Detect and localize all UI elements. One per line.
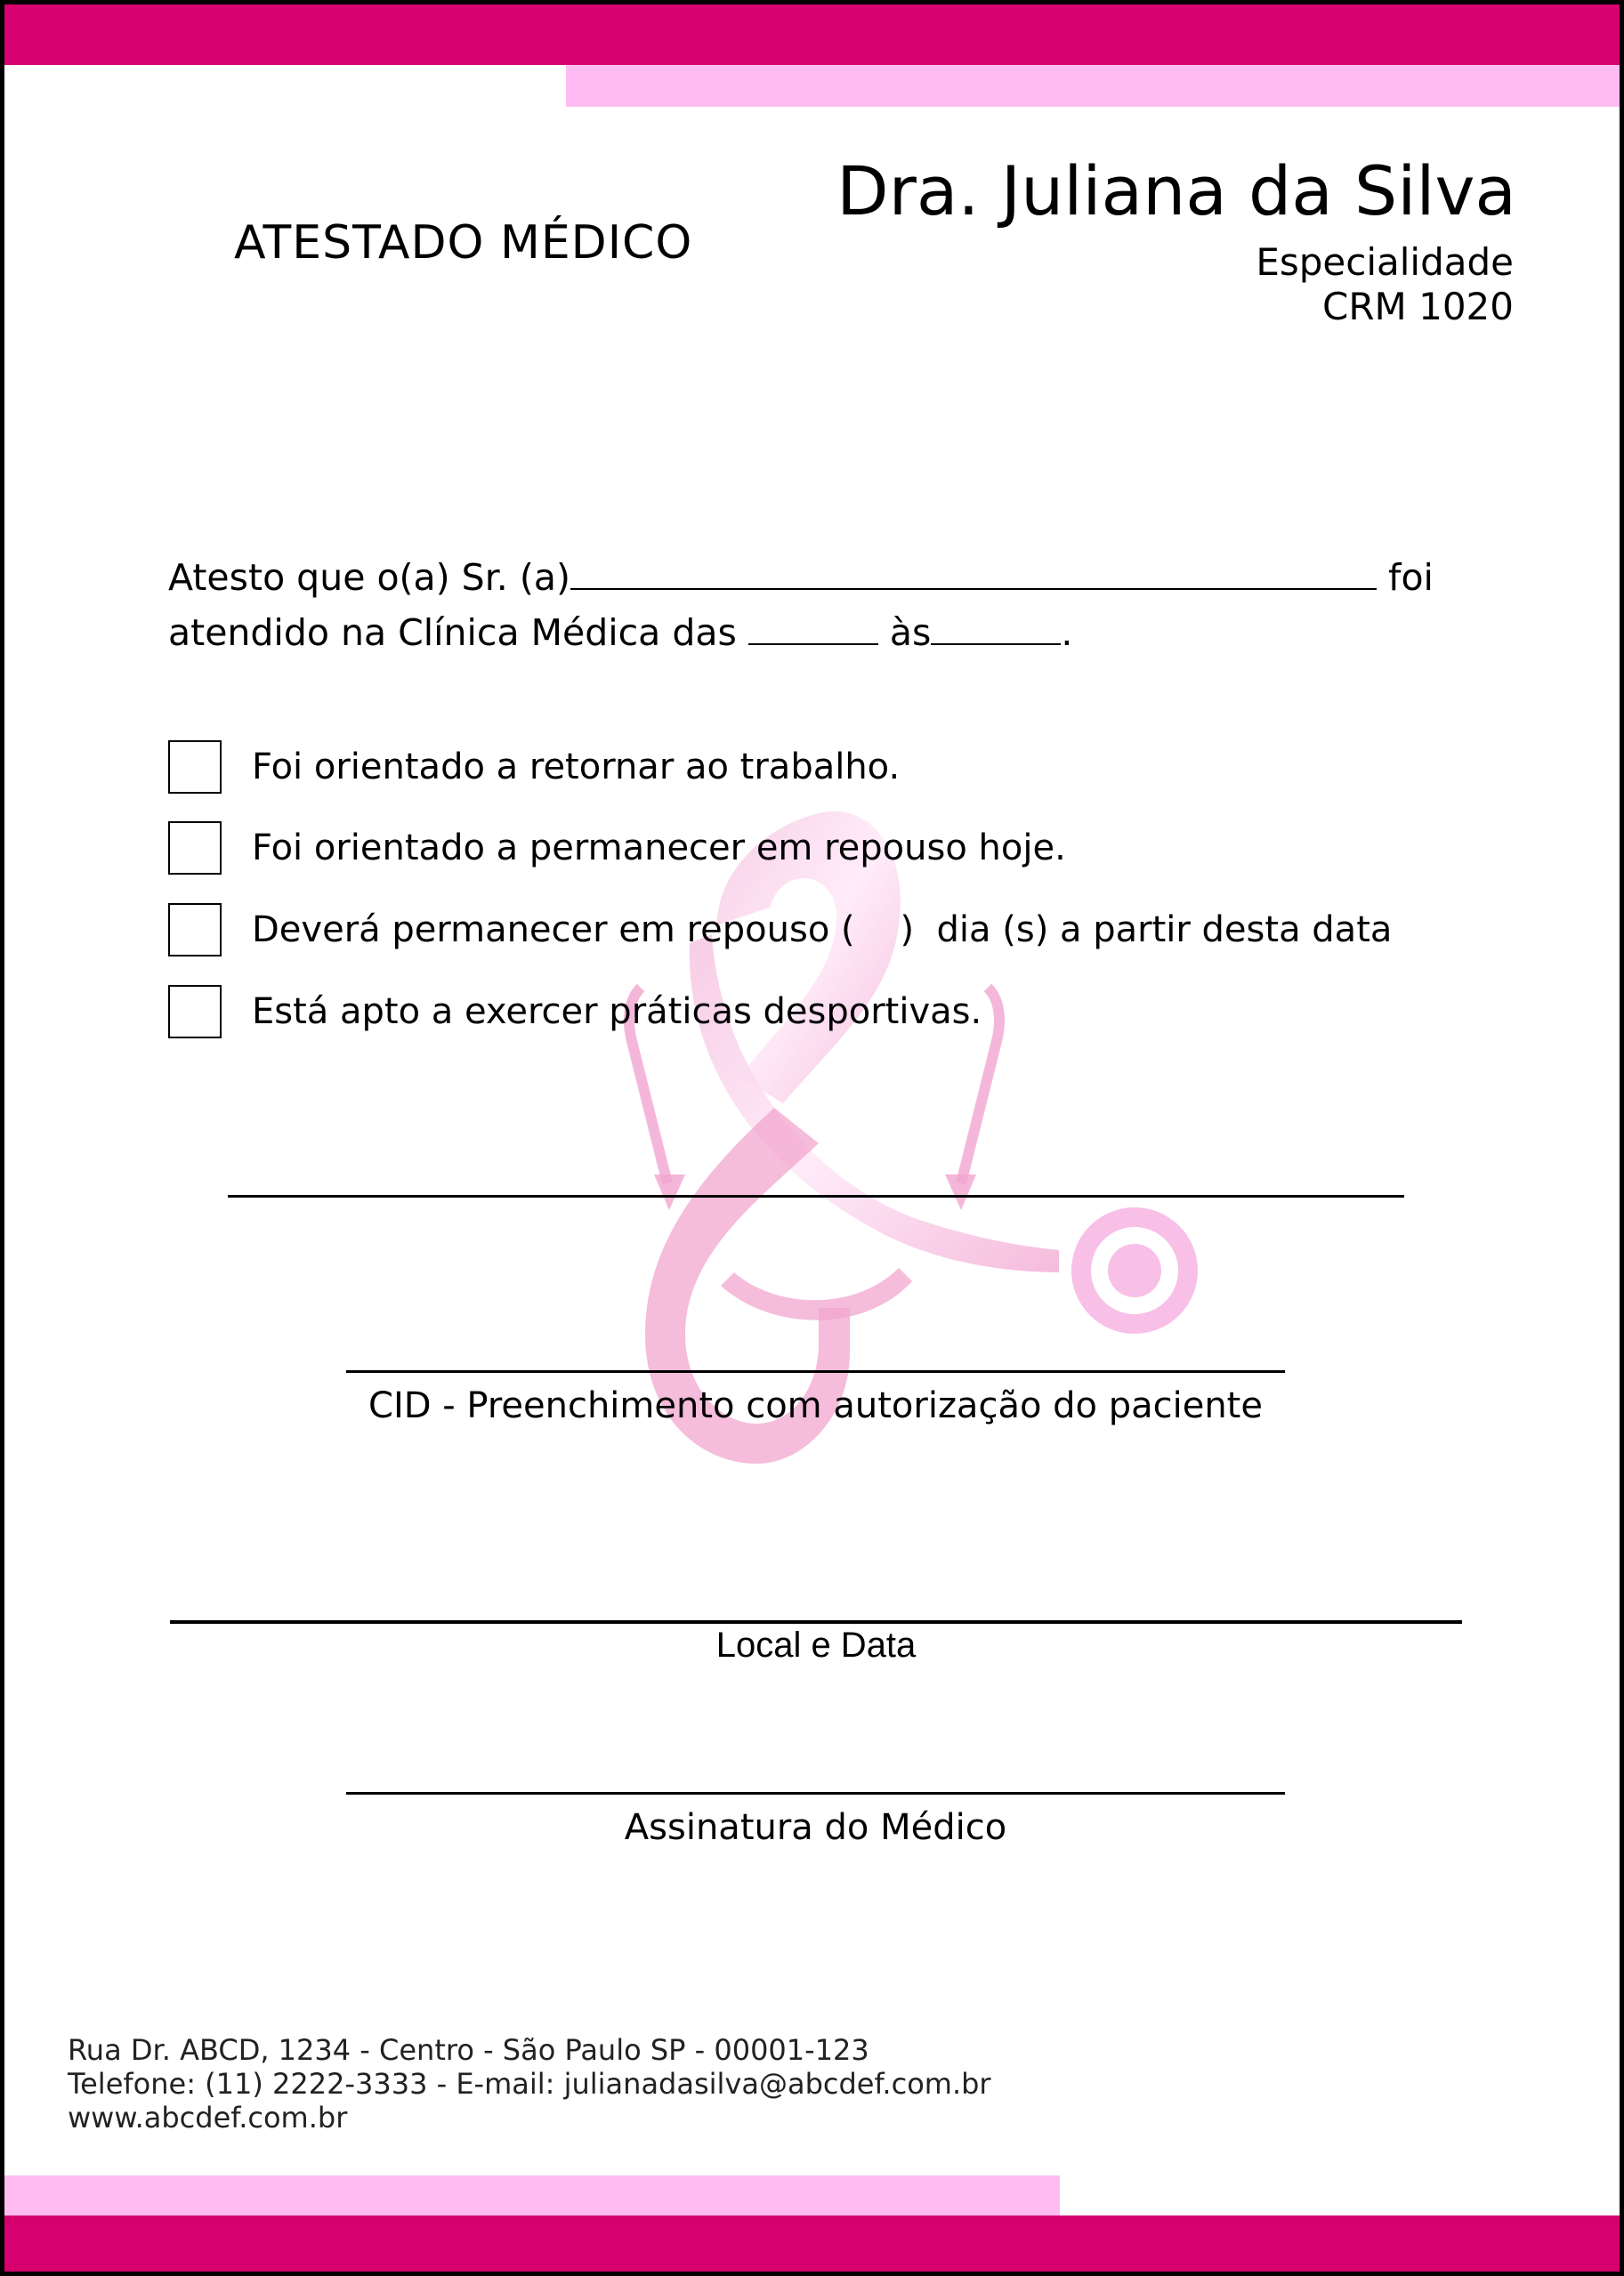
attended-mid: às <box>877 611 932 654</box>
local-date-field-line[interactable] <box>170 1620 1462 1624</box>
cid-field-line[interactable] <box>346 1370 1285 1373</box>
bottom-pink-band <box>4 2175 1060 2215</box>
checkbox-row <box>168 903 1392 956</box>
top-magenta-band <box>4 4 1624 65</box>
attest-suffix: foi <box>1376 556 1434 599</box>
doctor-name: Dra. Juliana da Silva <box>836 151 1516 230</box>
rest-today-checkbox[interactable] <box>168 821 222 875</box>
top-pink-band <box>566 65 1624 107</box>
cid-caption: CID - Preenchimento com autorização do paciente <box>368 1385 1263 1426</box>
local-date-caption: Local e Data <box>715 1626 917 1665</box>
checkbox-row <box>168 821 1066 875</box>
attest-prefix: Atesto que o(a) Sr. (a) <box>168 556 570 599</box>
signature-line[interactable] <box>346 1792 1285 1795</box>
rest-days-checkbox[interactable] <box>168 903 222 956</box>
signature-caption: Assinatura do Médico <box>624 1807 1007 1848</box>
checkbox-label: Deverá permanecer em repouso ( ) dia (s) a partir desta data <box>252 909 1393 950</box>
attest-statement-line-2 <box>168 611 1072 654</box>
doctor-specialty: Especialidade <box>1256 240 1514 284</box>
attended-prefix: atendido na Clínica Médica das <box>168 611 748 654</box>
checkbox-label: Foi orientado a permanecer em repouso hoje. <box>252 827 1066 868</box>
bottom-magenta-band <box>4 2215 1624 2276</box>
attest-statement-line-1 <box>168 556 1434 599</box>
return-to-work-checkbox[interactable] <box>168 740 222 794</box>
start-time-field[interactable] <box>748 615 878 645</box>
patient-name-field[interactable] <box>570 560 1377 590</box>
checkbox-row <box>168 985 982 1038</box>
footer-contact: Telefone: (11) 2222-3333 - E-mail: julianadasilva@abcdef.com.br <box>68 2067 991 2101</box>
end-time-field[interactable] <box>931 615 1061 645</box>
document-title: ATESTADO MÉDICO <box>234 216 693 270</box>
checkbox-label: Está apto a exercer práticas desportivas. <box>252 991 982 1032</box>
footer-website: www.abcdef.com.br <box>68 2101 348 2135</box>
doctor-crm: CRM 1020 <box>1322 285 1514 328</box>
checkbox-label: Foi orientado a retornar ao trabalho. <box>252 747 901 787</box>
checkbox-row <box>168 740 900 794</box>
sports-fit-checkbox[interactable] <box>168 985 222 1038</box>
footer-address: Rua Dr. ABCD, 1234 - Centro - São Paulo SP - 00001-123 <box>68 2033 869 2067</box>
attended-end: . <box>1061 611 1073 654</box>
notes-line[interactable] <box>228 1195 1404 1198</box>
